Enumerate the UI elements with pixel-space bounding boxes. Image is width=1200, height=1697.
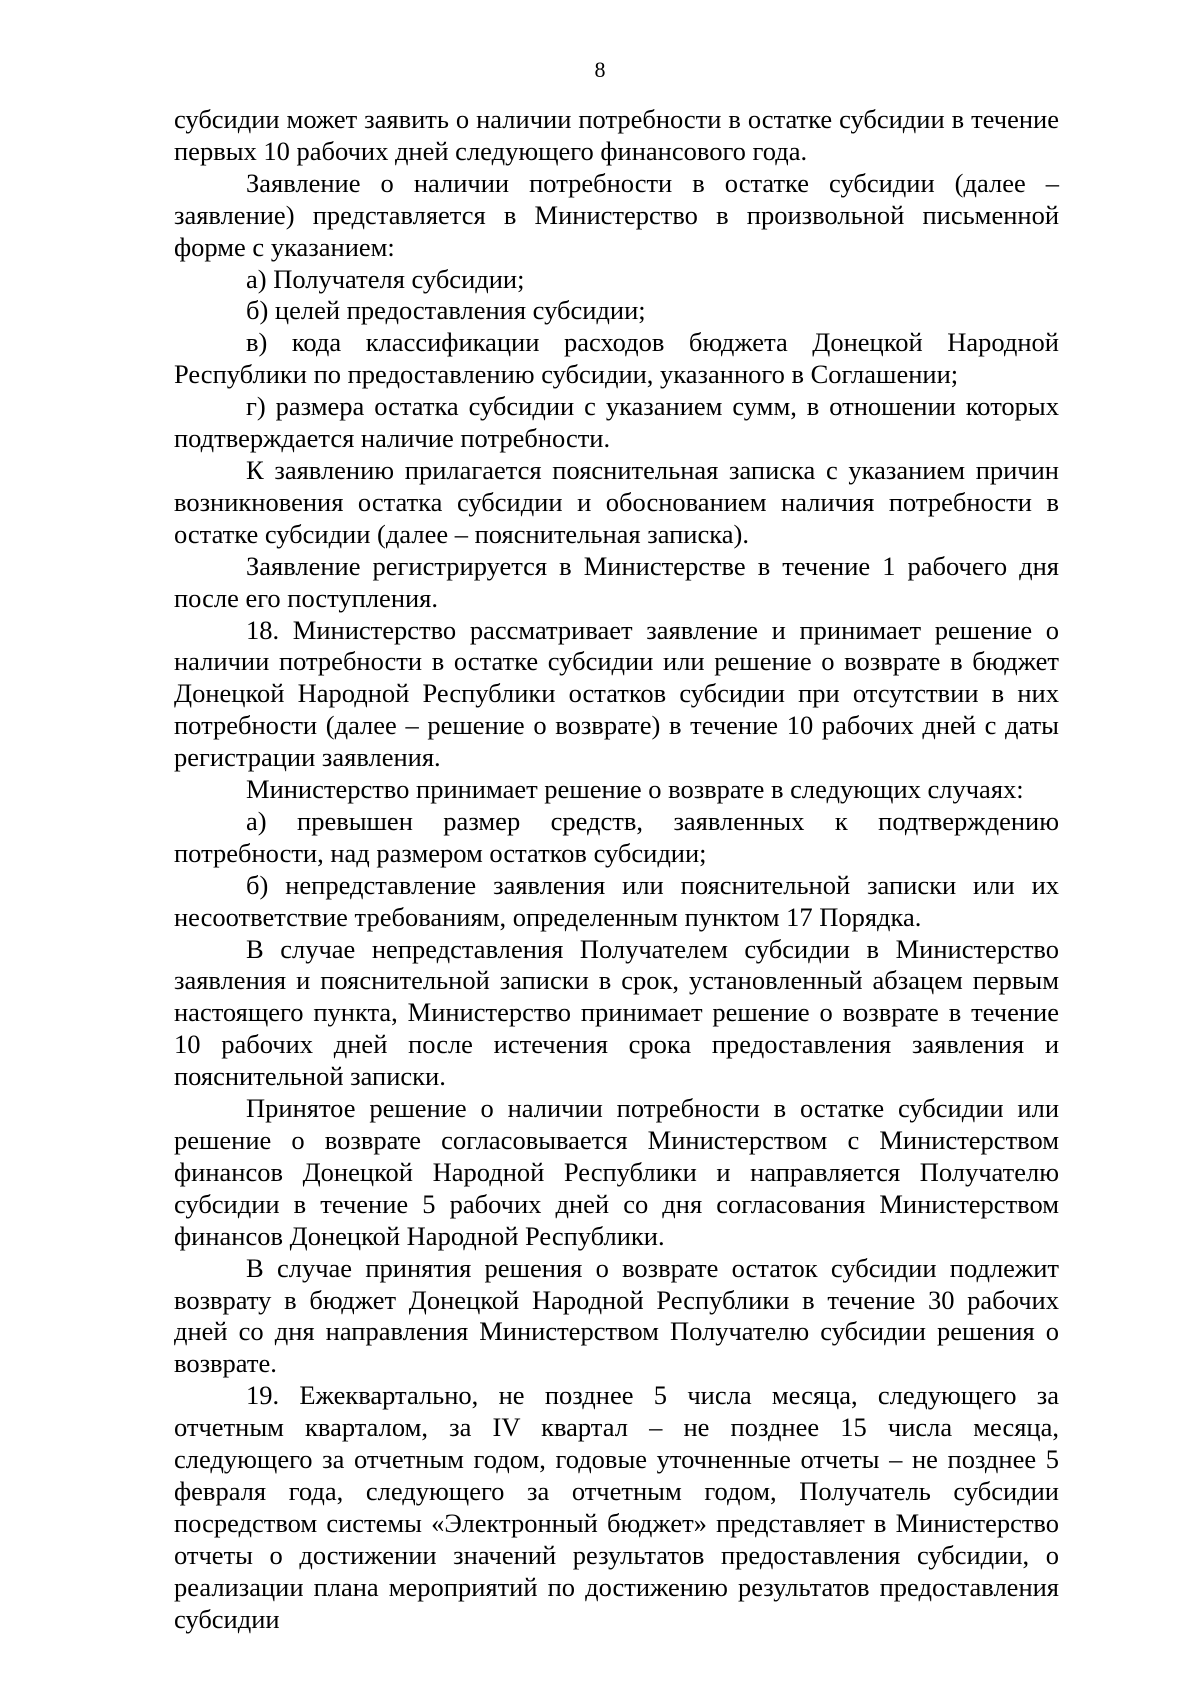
- list-item-d-remainder-size: г) размера остатка субсидии с указанием сумм, в отношении которых подтверждается наличие потребности.: [174, 391, 1059, 454]
- paragraph-decision-approval: Принятое решение о наличии потребности в остатке субсидии или решение о возврате согласовывается Министерством с Министерством финансов Донецкой Народной Республики и направляется Получателю субсидии в течение 5 рабочих дней со дня согласования Министерством финансов Донецкой Народной Республики.: [174, 1093, 1059, 1251]
- paragraph-item-19: 19. Ежеквартально, не позднее 5 числа месяца, следующего за отчетным кварталом, за IV квартал – не позднее 15 числа месяца, следующего за отчетным годом, годовые уточненные отчеты – не позднее 5 февраля года, следующего за отчетным годом, Получатель субсидии посредством системы «Электронный бюджет» представляет в Министерство отчеты о достижении значений результатов предоставления субсидии, о реализации плана мероприятий по достижению результатов предоставления субсидии: [174, 1380, 1059, 1634]
- page-number: 8: [594, 57, 606, 82]
- paragraph-return-deadline: В случае принятия решения о возврате остаток субсидии подлежит возврату в бюджет Донецкой Народной Республики в течение 30 рабочих дней со дня направления Министерством Получателю субсидии решения о возврате.: [174, 1252, 1059, 1379]
- paragraph-item-18: 18. Министерство рассматривает заявление и принимает решение о наличии потребности в остатке субсидии или решение о возврате в бюджет Донецкой Народной Республики остатков субсидии при отсутствии в них потребности (далее – решение о возврате) в течение 10 рабочих дней с даты регистрации заявления.: [174, 614, 1059, 773]
- list-item-a-recipient: а) Получателя субсидии;: [246, 263, 525, 294]
- paragraph-explanatory-note: К заявлению прилагается пояснительная записка с указанием причин возникновения остатка субсидии и обоснованием наличия потребности в остатке субсидии (далее – пояснительная записка).: [174, 454, 1059, 549]
- paragraph-application-form: Заявление о наличии потребности в остатке субсидии (далее – заявление) представляется в Министерство в произвольной письменной форме с указанием:: [174, 167, 1059, 262]
- list-item-b-non-submission: б) непредставление заявления или пояснительной записки или их несоответствие требованиям, определенным пунктом 17 Порядка.: [174, 869, 1059, 932]
- paragraph-non-submission-case: В случае непредставления Получателем субсидии в Министерство заявления и пояснительной записки в срок, установленный абзацем первым настоящего пункта, Министерство принимает решение о возврате в течение 10 рабочих дней после истечения срока предоставления заявления и пояснительной записки.: [174, 933, 1059, 1092]
- paragraph-continuation: субсидии может заявить о наличии потребности в остатке субсидии в течение первых 10 рабочих дней следующего финансового года.: [174, 104, 1059, 166]
- list-item-c-budget-code: в) кода классификации расходов бюджета Донецкой Народной Республики по предоставлению субсидии, указанного в Соглашении;: [174, 327, 1059, 390]
- list-item-a-exceeded: а) превышен размер средств, заявленных к подтверждению потребности, над размером остатков субсидии;: [174, 805, 1059, 868]
- list-item-b-purposes: б) целей предоставления субсидии;: [246, 295, 646, 326]
- paragraph-return-cases: Министерство принимает решение о возврате в следующих случаях:: [246, 774, 1024, 805]
- paragraph-registration: Заявление регистрируется в Министерстве в течение 1 рабочего дня после его поступления.: [174, 550, 1059, 613]
- document-body: [174, 104, 1059, 1636]
